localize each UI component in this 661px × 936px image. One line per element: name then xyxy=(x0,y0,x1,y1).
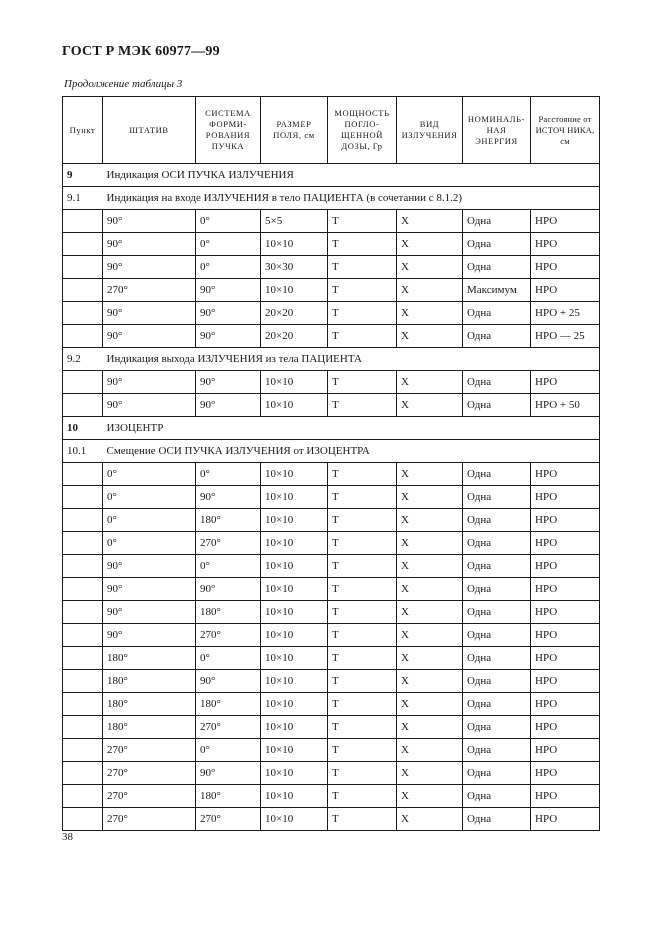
gantry-cell: 180° xyxy=(103,693,196,716)
col-header-field-size: РАЗМЕР ПОЛЯ, см xyxy=(261,97,328,164)
gantry-cell: 0° xyxy=(103,486,196,509)
gantry-cell: 270° xyxy=(103,739,196,762)
field-size-cell: 10×10 xyxy=(261,486,328,509)
table-row xyxy=(63,624,600,647)
radiation-type-cell: X xyxy=(397,394,463,417)
field-size-cell: 10×10 xyxy=(261,716,328,739)
distance-cell: НРО xyxy=(531,808,600,831)
data-table xyxy=(62,96,600,831)
gantry-cell: 90° xyxy=(103,555,196,578)
radiation-type-cell: X xyxy=(397,509,463,532)
item-cell xyxy=(63,578,103,601)
subsection-row xyxy=(63,440,600,463)
dose-rate-cell: T xyxy=(328,624,397,647)
beam-system-cell: 0° xyxy=(196,739,261,762)
radiation-type-cell: X xyxy=(397,371,463,394)
dose-rate-cell: T xyxy=(328,509,397,532)
beam-system-cell: 0° xyxy=(196,233,261,256)
table-row xyxy=(63,210,600,233)
section-row xyxy=(63,164,600,187)
field-size-cell: 10×10 xyxy=(261,693,328,716)
radiation-type-cell: X xyxy=(397,785,463,808)
distance-cell: НРО xyxy=(531,555,600,578)
item-cell xyxy=(63,463,103,486)
gantry-cell: 90° xyxy=(103,210,196,233)
dose-rate-cell: T xyxy=(328,463,397,486)
field-size-cell: 10×10 xyxy=(261,601,328,624)
distance-cell: НРО xyxy=(531,463,600,486)
item-cell xyxy=(63,785,103,808)
radiation-type-cell: X xyxy=(397,716,463,739)
table-row xyxy=(63,325,600,348)
energy-cell: Одна xyxy=(463,670,531,693)
gantry-cell: 180° xyxy=(103,647,196,670)
document-title: ГОСТ Р МЭК 60977—99 xyxy=(62,44,220,59)
field-size-cell: 10×10 xyxy=(261,532,328,555)
beam-system-cell: 0° xyxy=(196,555,261,578)
field-size-cell: 10×10 xyxy=(261,371,328,394)
table-row xyxy=(63,463,600,486)
subsection-row xyxy=(63,348,600,371)
table-row xyxy=(63,394,600,417)
radiation-type-cell: X xyxy=(397,739,463,762)
energy-cell: Одна xyxy=(463,325,531,348)
item-cell xyxy=(63,739,103,762)
energy-cell: Одна xyxy=(463,762,531,785)
item-cell xyxy=(63,762,103,785)
item-cell xyxy=(63,210,103,233)
table-row xyxy=(63,279,600,302)
distance-cell: НРО xyxy=(531,670,600,693)
energy-cell: Одна xyxy=(463,647,531,670)
distance-cell: НРО xyxy=(531,578,600,601)
subsection-title: Индикация на входе ИЗЛУЧЕНИЯ в тело ПАЦИЕНТА (в сочетании с 8.1.2) xyxy=(103,187,600,210)
energy-cell: Максимум xyxy=(463,279,531,302)
radiation-type-cell: X xyxy=(397,463,463,486)
gantry-cell: 90° xyxy=(103,302,196,325)
dose-rate-cell: T xyxy=(328,210,397,233)
table-row xyxy=(63,233,600,256)
beam-system-cell: 90° xyxy=(196,371,261,394)
dose-rate-cell: T xyxy=(328,670,397,693)
gantry-cell: 90° xyxy=(103,601,196,624)
beam-system-cell: 180° xyxy=(196,509,261,532)
distance-cell: НРО + 25 xyxy=(531,302,600,325)
subsection-number: 9.1 xyxy=(63,187,103,210)
subsection-number: 9.2 xyxy=(63,348,103,371)
gantry-cell: 90° xyxy=(103,233,196,256)
gantry-cell: 90° xyxy=(103,578,196,601)
table-row xyxy=(63,739,600,762)
energy-cell: Одна xyxy=(463,693,531,716)
beam-system-cell: 180° xyxy=(196,785,261,808)
table-row xyxy=(63,486,600,509)
beam-system-cell: 90° xyxy=(196,325,261,348)
field-size-cell: 10×10 xyxy=(261,739,328,762)
section-number: 10 xyxy=(63,417,103,440)
energy-cell: Одна xyxy=(463,739,531,762)
dose-rate-cell: T xyxy=(328,302,397,325)
radiation-type-cell: X xyxy=(397,210,463,233)
item-cell xyxy=(63,624,103,647)
table-row xyxy=(63,256,600,279)
dose-rate-cell: T xyxy=(328,739,397,762)
col-header-source-distance: Расстояние от ИСТОЧ НИКА, см xyxy=(531,97,600,164)
dose-rate-cell: T xyxy=(328,601,397,624)
radiation-type-cell: X xyxy=(397,256,463,279)
radiation-type-cell: X xyxy=(397,693,463,716)
item-cell xyxy=(63,693,103,716)
distance-cell: НРО xyxy=(531,371,600,394)
distance-cell: НРО xyxy=(531,693,600,716)
beam-system-cell: 90° xyxy=(196,578,261,601)
item-cell xyxy=(63,670,103,693)
beam-system-cell: 270° xyxy=(196,716,261,739)
table-row xyxy=(63,647,600,670)
distance-cell: НРО xyxy=(531,486,600,509)
beam-system-cell: 0° xyxy=(196,647,261,670)
col-header-gantry: ШТАТИВ xyxy=(103,97,196,164)
gantry-cell: 90° xyxy=(103,371,196,394)
beam-system-cell: 270° xyxy=(196,624,261,647)
item-cell xyxy=(63,716,103,739)
energy-cell: Одна xyxy=(463,578,531,601)
dose-rate-cell: T xyxy=(328,279,397,302)
table-caption: Продолжение таблицы 3 xyxy=(64,78,183,90)
item-cell xyxy=(63,302,103,325)
energy-cell: Одна xyxy=(463,256,531,279)
dose-rate-cell: T xyxy=(328,233,397,256)
field-size-cell: 10×10 xyxy=(261,509,328,532)
energy-cell: Одна xyxy=(463,624,531,647)
table-row xyxy=(63,532,600,555)
distance-cell: НРО xyxy=(531,716,600,739)
dose-rate-cell: T xyxy=(328,486,397,509)
table-row xyxy=(63,785,600,808)
beam-system-cell: 180° xyxy=(196,693,261,716)
radiation-type-cell: X xyxy=(397,808,463,831)
energy-cell: Одна xyxy=(463,463,531,486)
item-cell xyxy=(63,509,103,532)
distance-cell: НРО xyxy=(531,762,600,785)
energy-cell: Одна xyxy=(463,808,531,831)
gantry-cell: 0° xyxy=(103,463,196,486)
field-size-cell: 20×20 xyxy=(261,302,328,325)
beam-system-cell: 0° xyxy=(196,463,261,486)
item-cell xyxy=(63,279,103,302)
item-cell xyxy=(63,532,103,555)
section-title: ИЗОЦЕНТР xyxy=(103,417,600,440)
energy-cell: Одна xyxy=(463,716,531,739)
beam-system-cell: 90° xyxy=(196,670,261,693)
table-row xyxy=(63,762,600,785)
beam-system-cell: 90° xyxy=(196,762,261,785)
beam-system-cell: 0° xyxy=(196,210,261,233)
gantry-cell: 270° xyxy=(103,762,196,785)
table-row xyxy=(63,302,600,325)
dose-rate-cell: T xyxy=(328,532,397,555)
item-cell xyxy=(63,256,103,279)
beam-system-cell: 0° xyxy=(196,256,261,279)
col-header-beam-system: СИСТЕМА ФОРМИ-РОВАНИЯ ПУЧКА xyxy=(196,97,261,164)
item-cell xyxy=(63,601,103,624)
distance-cell: НРО xyxy=(531,647,600,670)
table-row xyxy=(63,693,600,716)
beam-system-cell: 90° xyxy=(196,302,261,325)
beam-system-cell: 90° xyxy=(196,486,261,509)
beam-system-cell: 270° xyxy=(196,808,261,831)
distance-cell: НРО xyxy=(531,233,600,256)
distance-cell: НРО xyxy=(531,256,600,279)
page-number: 38 xyxy=(62,831,73,843)
energy-cell: Одна xyxy=(463,532,531,555)
dose-rate-cell: T xyxy=(328,394,397,417)
item-cell xyxy=(63,808,103,831)
dose-rate-cell: T xyxy=(328,647,397,670)
gantry-cell: 180° xyxy=(103,670,196,693)
field-size-cell: 10×10 xyxy=(261,463,328,486)
col-header-radiation-type: ВИД ИЗЛУЧЕНИЯ xyxy=(397,97,463,164)
dose-rate-cell: T xyxy=(328,325,397,348)
radiation-type-cell: X xyxy=(397,555,463,578)
dose-rate-cell: T xyxy=(328,555,397,578)
subsection-number: 10.1 xyxy=(63,440,103,463)
beam-system-cell: 90° xyxy=(196,279,261,302)
item-cell xyxy=(63,233,103,256)
field-size-cell: 10×10 xyxy=(261,578,328,601)
energy-cell: Одна xyxy=(463,233,531,256)
table-row xyxy=(63,555,600,578)
dose-rate-cell: T xyxy=(328,716,397,739)
energy-cell: Одна xyxy=(463,371,531,394)
field-size-cell: 10×10 xyxy=(261,394,328,417)
subsection-title: Смещение ОСИ ПУЧКА ИЗЛУЧЕНИЯ от ИЗОЦЕНТРА xyxy=(103,440,600,463)
section-title: Индикация ОСИ ПУЧКА ИЗЛУЧЕНИЯ xyxy=(103,164,600,187)
field-size-cell: 20×20 xyxy=(261,325,328,348)
field-size-cell: 10×10 xyxy=(261,279,328,302)
distance-cell: НРО xyxy=(531,532,600,555)
radiation-type-cell: X xyxy=(397,302,463,325)
distance-cell: НРО xyxy=(531,279,600,302)
energy-cell: Одна xyxy=(463,302,531,325)
gantry-cell: 0° xyxy=(103,509,196,532)
distance-cell: НРО xyxy=(531,210,600,233)
item-cell xyxy=(63,486,103,509)
item-cell xyxy=(63,647,103,670)
section-number: 9 xyxy=(63,164,103,187)
table-row xyxy=(63,509,600,532)
item-cell xyxy=(63,325,103,348)
field-size-cell: 5×5 xyxy=(261,210,328,233)
gantry-cell: 90° xyxy=(103,256,196,279)
field-size-cell: 10×10 xyxy=(261,555,328,578)
distance-cell: НРО xyxy=(531,624,600,647)
distance-cell: НРО xyxy=(531,601,600,624)
header-row xyxy=(63,97,600,164)
table-row xyxy=(63,371,600,394)
radiation-type-cell: X xyxy=(397,578,463,601)
dose-rate-cell: T xyxy=(328,808,397,831)
radiation-type-cell: X xyxy=(397,233,463,256)
energy-cell: Одна xyxy=(463,394,531,417)
distance-cell: НРО + 50 xyxy=(531,394,600,417)
gantry-cell: 90° xyxy=(103,394,196,417)
radiation-type-cell: X xyxy=(397,762,463,785)
col-header-nominal-energy: НОМИНАЛЬ-НАЯ ЭНЕРГИЯ xyxy=(463,97,531,164)
radiation-type-cell: X xyxy=(397,279,463,302)
gantry-cell: 90° xyxy=(103,325,196,348)
radiation-type-cell: X xyxy=(397,601,463,624)
field-size-cell: 10×10 xyxy=(261,670,328,693)
field-size-cell: 10×10 xyxy=(261,762,328,785)
section-row xyxy=(63,417,600,440)
gantry-cell: 90° xyxy=(103,624,196,647)
dose-rate-cell: T xyxy=(328,578,397,601)
gantry-cell: 180° xyxy=(103,716,196,739)
gantry-cell: 270° xyxy=(103,279,196,302)
field-size-cell: 10×10 xyxy=(261,785,328,808)
dose-rate-cell: T xyxy=(328,762,397,785)
dose-rate-cell: T xyxy=(328,785,397,808)
energy-cell: Одна xyxy=(463,785,531,808)
beam-system-cell: 90° xyxy=(196,394,261,417)
energy-cell: Одна xyxy=(463,210,531,233)
energy-cell: Одна xyxy=(463,555,531,578)
item-cell xyxy=(63,371,103,394)
radiation-type-cell: X xyxy=(397,486,463,509)
beam-system-cell: 180° xyxy=(196,601,261,624)
beam-system-cell: 270° xyxy=(196,532,261,555)
col-header-dose-rate: МОЩНОСТЬ ПОГЛО-ЩЕННОЙ ДОЗЫ, Гр xyxy=(328,97,397,164)
radiation-type-cell: X xyxy=(397,670,463,693)
field-size-cell: 10×10 xyxy=(261,808,328,831)
gantry-cell: 270° xyxy=(103,785,196,808)
table-row xyxy=(63,670,600,693)
dose-rate-cell: T xyxy=(328,256,397,279)
dose-rate-cell: T xyxy=(328,371,397,394)
energy-cell: Одна xyxy=(463,509,531,532)
subsection-row xyxy=(63,187,600,210)
col-header-item: Пункт xyxy=(63,97,103,164)
dose-rate-cell: T xyxy=(328,693,397,716)
table-row xyxy=(63,578,600,601)
distance-cell: НРО — 25 xyxy=(531,325,600,348)
energy-cell: Одна xyxy=(463,486,531,509)
field-size-cell: 10×10 xyxy=(261,647,328,670)
radiation-type-cell: X xyxy=(397,624,463,647)
distance-cell: НРО xyxy=(531,785,600,808)
gantry-cell: 0° xyxy=(103,532,196,555)
table-body xyxy=(63,164,600,831)
table-row xyxy=(63,601,600,624)
distance-cell: НРО xyxy=(531,739,600,762)
energy-cell: Одна xyxy=(463,601,531,624)
radiation-type-cell: X xyxy=(397,325,463,348)
field-size-cell: 30×30 xyxy=(261,256,328,279)
item-cell xyxy=(63,394,103,417)
distance-cell: НРО xyxy=(531,509,600,532)
gantry-cell: 270° xyxy=(103,808,196,831)
table-row xyxy=(63,808,600,831)
table-row xyxy=(63,716,600,739)
field-size-cell: 10×10 xyxy=(261,624,328,647)
radiation-type-cell: X xyxy=(397,647,463,670)
field-size-cell: 10×10 xyxy=(261,233,328,256)
item-cell xyxy=(63,555,103,578)
subsection-title: Индикация выхода ИЗЛУЧЕНИЯ из тела ПАЦИЕНТА xyxy=(103,348,600,371)
radiation-type-cell: X xyxy=(397,532,463,555)
